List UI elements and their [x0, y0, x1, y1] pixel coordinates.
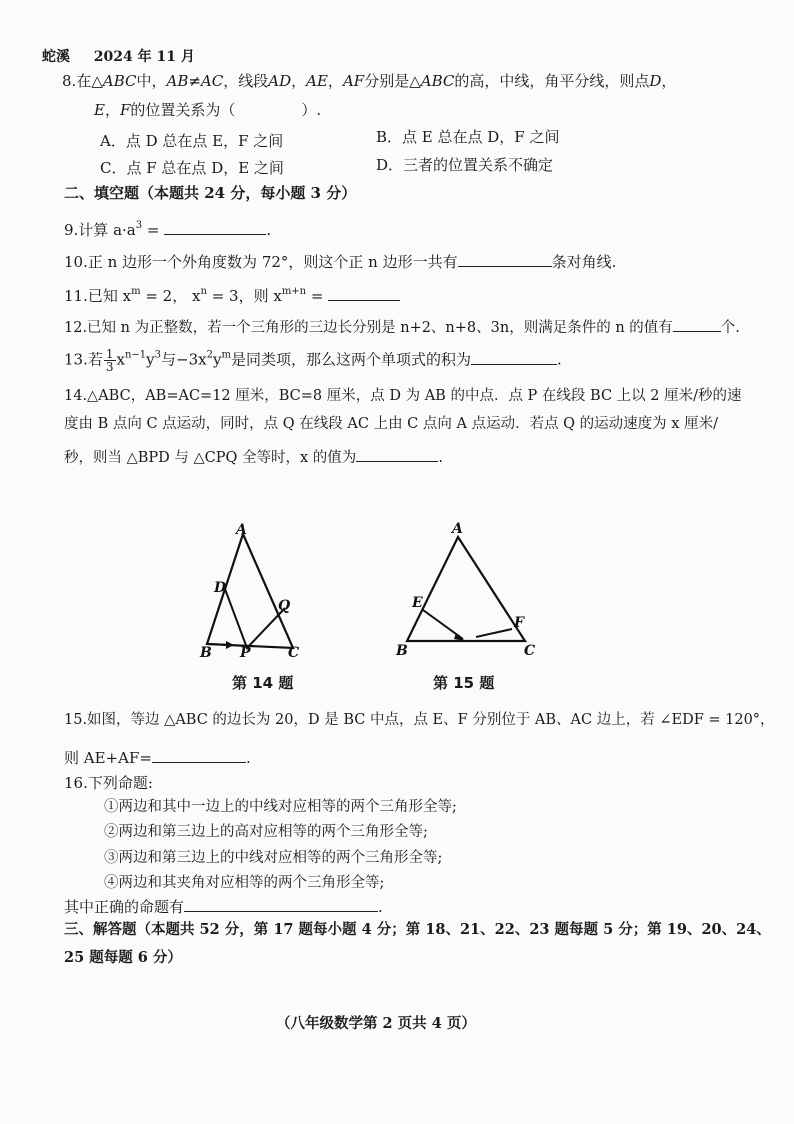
q15-answer-blank[interactable]	[152, 747, 246, 763]
header-date: 2024 年 11 月	[93, 49, 195, 65]
fig14-label-d: D	[214, 580, 227, 596]
figure-14	[190, 520, 310, 660]
q9-text: =	[142, 221, 160, 239]
question-15-line-2	[64, 747, 251, 769]
q11-answer-blank[interactable]	[328, 285, 400, 301]
fig15-arrowhead	[454, 633, 465, 641]
q11-exponent: n	[200, 286, 207, 297]
question-14-line-1: 14.△ABC，AB=AC=12 厘米，BC=8 厘米，点 D 为 AB 的中点．点 P 在线段 BC 上以 2 厘米/秒的速	[64, 388, 742, 404]
q13-exponent: 2	[206, 349, 213, 361]
q11-text: = 2， x	[140, 287, 201, 305]
question-8-line-2	[94, 99, 321, 121]
q8-seg-ad: AD	[268, 72, 292, 90]
page-footer: （八年级数学第 2 页共 4 页）	[276, 1015, 476, 1032]
q14-text: .	[438, 450, 443, 466]
fig14-label-c: C	[288, 645, 300, 660]
q8-text: 的高，中线，角平分线，则点	[454, 72, 650, 90]
q8-text: 分别是△	[364, 72, 421, 90]
q13-answer-blank[interactable]	[471, 349, 557, 365]
question-14-line-2: 度由 B 点向 C 点运动，同时，点 Q 在线段 AC 上由 C 点向 A 点运动．若点 Q 的运动速度为 x 厘米/	[64, 416, 718, 432]
question-9: 9.计算 $a\cdot a^3$ = .	[64, 220, 272, 239]
q13-fraction	[104, 348, 116, 373]
fig15-segment-df	[476, 629, 512, 637]
q16-item-3: ③两边和第三边上的中线对应相等的两个三角形全等;	[104, 850, 443, 866]
q16-text: 其中正确的命题有	[64, 898, 185, 916]
fig15-label-e: E	[412, 595, 423, 611]
q8-comma: ，	[661, 72, 677, 90]
q14-answer-blank[interactable]	[356, 446, 438, 462]
q10-text: 10.正 n 边形一个外角度数为 72°，则这个正 n 边形一共有	[64, 253, 458, 271]
q13-exponent: n−1	[124, 349, 147, 361]
q16-answer-blank[interactable]	[184, 896, 378, 912]
q13-numerator: 1	[105, 347, 114, 361]
fig14-label-b: B	[200, 645, 212, 660]
q8-point-f: F	[119, 101, 131, 119]
q10-text: 条对角线.	[551, 253, 617, 271]
q12-answer-blank[interactable]	[673, 316, 721, 332]
q8-text: 中，	[136, 72, 167, 90]
q9-exponent: 3	[135, 220, 143, 231]
fig15-label-a: A	[452, 521, 463, 537]
fig14-arrowhead	[226, 641, 234, 649]
q8-seg-ae: AE	[306, 72, 328, 90]
q8-text: ）.	[301, 101, 322, 119]
figure-15-caption: 第 15 题	[433, 674, 495, 692]
question-10	[64, 251, 616, 273]
q8-condition: AB≠AC	[166, 72, 224, 90]
fig14-label-a: A	[236, 522, 247, 538]
fig15-label-c: C	[524, 643, 536, 659]
q8-option-d: D．三者的位置关系不确定	[376, 156, 554, 174]
q13-var: y	[212, 350, 222, 369]
q13-exponent: 3	[154, 349, 162, 361]
q10-answer-blank[interactable]	[458, 251, 552, 267]
question-13	[64, 348, 562, 373]
q11-exponent: m+n	[281, 286, 307, 297]
q13-denominator: 3	[105, 360, 114, 374]
q13-text: 与−3x	[161, 350, 207, 369]
q8-text: ，线段	[223, 72, 269, 90]
q8-point-e: E	[94, 101, 105, 119]
q13-var: y	[146, 350, 155, 369]
q11-text: 11.已知 x	[64, 287, 132, 305]
question-16-title: 16.下列命题:	[64, 774, 153, 792]
fig15-label-b: B	[396, 643, 408, 659]
q13-text: .	[556, 350, 562, 369]
q8-text: 在△	[76, 72, 103, 90]
question-16-answer	[64, 896, 383, 918]
q16-item-1: ①两边和其中一边上的中线对应相等的两个三角形全等;	[104, 799, 457, 815]
fig15-triangle-abc	[407, 537, 525, 641]
question-8-line-1	[62, 70, 676, 92]
fig14-label-q: Q	[278, 598, 291, 614]
q11-text: =	[306, 287, 324, 305]
section-3-heading-line-2: 25 题每题 6 分）	[64, 949, 182, 966]
q12-text: 12.已知 n 为正整数，若一个三角形的三边长分别是 n+2、n+8、3n，则满足条件的 n 的值有	[64, 320, 673, 336]
section-2-heading: 二、填空题（本题共 24 分，每小题 3 分）	[64, 184, 357, 202]
fig15-label-f: F	[514, 615, 524, 631]
section-3-heading-line-1: 三、解答题（本题共 52 分，第 17 题每小题 4 分；第 18、21、22、23 题每题 5 分；第 19、20、24、	[64, 921, 771, 938]
q8-comma: ，	[291, 72, 307, 90]
q9-answer-blank[interactable]	[164, 219, 266, 235]
q8-point-d: D	[649, 72, 662, 90]
q13-text: 是同类项，那么这两个单项式的积为	[230, 350, 471, 369]
question-14-line-3	[64, 446, 443, 469]
fig14-label-p: P	[240, 645, 251, 660]
q8-seg-af: AF	[342, 72, 365, 90]
question-11	[64, 285, 400, 307]
q12-text: 个.	[720, 320, 740, 336]
fig14-lines-dpq	[225, 589, 285, 648]
q8-comma: ，	[104, 101, 120, 119]
q8-option-c: C．点 F 总在点 D，E 之间	[100, 159, 284, 177]
q8-triangle: ABC	[420, 72, 455, 90]
q11-exponent: m	[131, 286, 141, 297]
question-15-line-1: 15.如图，等边 △ABC 的边长为 20，D 是 BC 中点，点 E、F 分别位于 AB、AC 边上，若 ∠EDF = 120°，	[64, 712, 775, 728]
q16-text: .	[378, 898, 383, 916]
q15-text: .	[245, 749, 251, 767]
q8-triangle: ABC	[102, 72, 137, 90]
q8-comma: ，	[327, 72, 343, 90]
figure-14-caption: 第 14 题	[232, 674, 294, 692]
q14-text: 秒，则当 △BPD 与 △CPQ 全等时，x 的值为	[64, 450, 357, 466]
q8-number: 8.	[62, 72, 77, 90]
q8-text: 的位置关系为（	[130, 101, 236, 119]
q16-item-4: ④两边和其夹角对应相等的两个三角形全等;	[104, 875, 385, 891]
q9-text: 9.计算 a·a	[64, 221, 136, 239]
q16-item-2: ②两边和第三边上的高对应相等的两个三角形全等;	[104, 824, 428, 840]
school-mark: 蛇溪	[42, 49, 70, 65]
q8-option-b: B．点 E 总在点 D，F 之间	[376, 128, 560, 146]
q13-exponent: m	[221, 349, 231, 361]
page-header	[42, 46, 195, 68]
question-12	[64, 316, 740, 339]
q8-option-a: A．点 D 总在点 E，F 之间	[100, 132, 284, 150]
q15-text: 则 AE+AF=	[64, 749, 152, 767]
q11-text: = 3，则 x	[206, 287, 282, 305]
q13-var: x	[116, 350, 125, 369]
q13-text: 13.若	[64, 350, 103, 369]
figure-15	[390, 515, 540, 660]
